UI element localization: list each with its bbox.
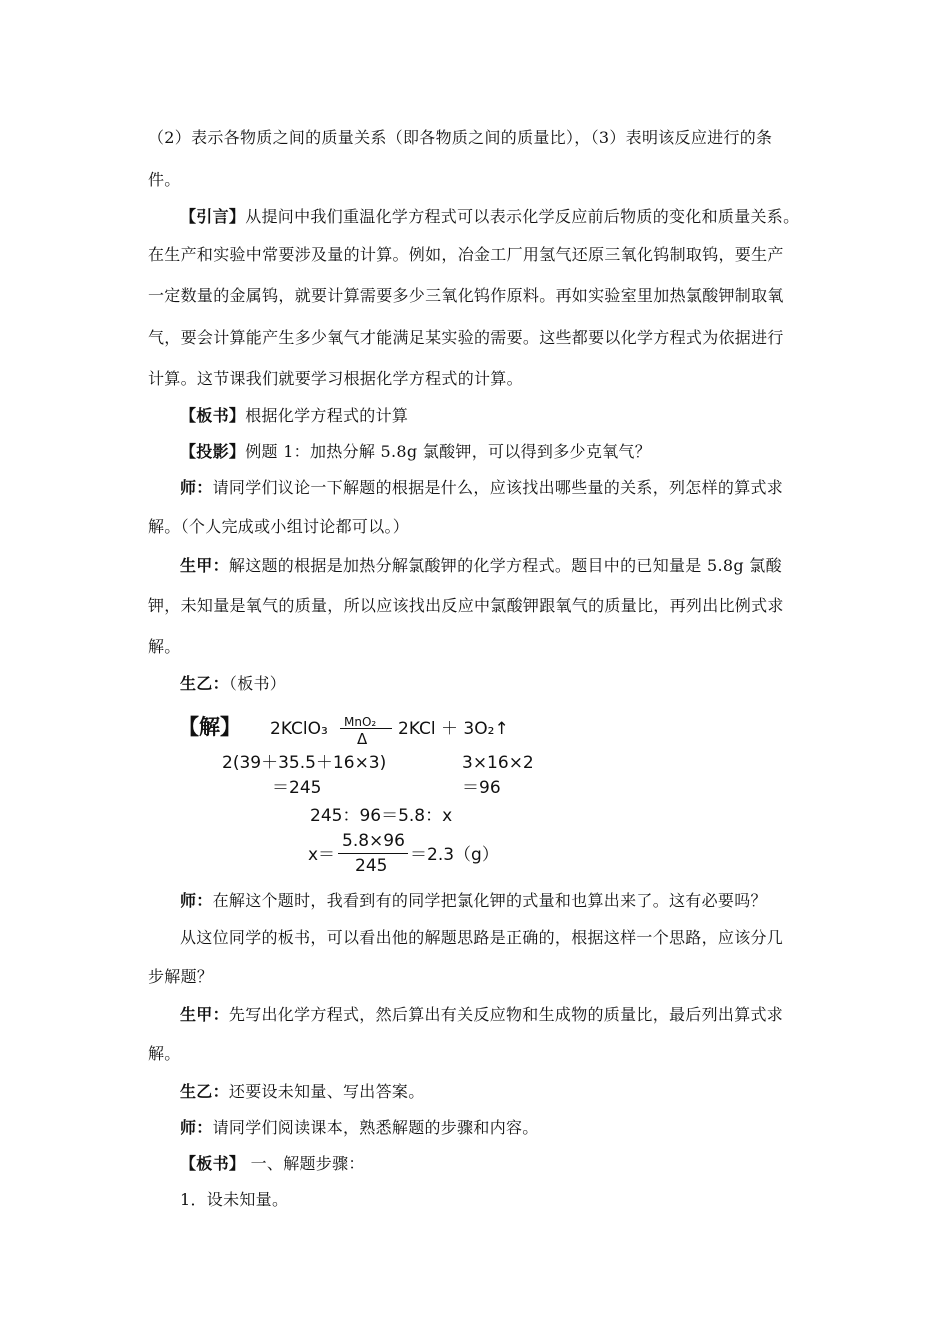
step-item: 1．设未知量。 — [180, 1190, 289, 1209]
paragraph-intro — [180, 206, 799, 228]
paragraph-line: 从这位同学的板书，可以看出他的解题思路是正确的，根据这样一个思路，应该分几 — [180, 928, 784, 947]
paragraph-text: 还要设未知量、写出答案。 — [228, 1082, 425, 1101]
paragraph-line: 解。（个人完成或小组讨论都可以。） — [148, 517, 410, 536]
paragraph-text: （板书） — [228, 674, 287, 693]
paragraph-line: 钾，未知量是氧气的质量，所以应该找出反应中氯酸钾跟氧气的质量比，再列出比例式求 — [148, 596, 784, 615]
paragraph-text: 一、解题步骤： — [245, 1154, 365, 1173]
paragraph-line: （2）表示各物质之间的质量关系（即各物质之间的质量比），（3）表明该反应进行的条 — [148, 128, 773, 147]
speaker-tag: 生乙： — [180, 1082, 229, 1101]
equation-products: 2KCl ＋ 3O₂↑ — [398, 719, 509, 739]
board-note — [180, 1153, 365, 1175]
teacher-line — [180, 477, 783, 499]
proportion-equation: 245：96＝5.8：x — [310, 806, 453, 826]
paragraph-text: 在解这个题时，我看到有的同学把氯化钾的式量和也算出来了。这有必要吗？ — [212, 891, 767, 910]
projection-note — [180, 441, 651, 463]
board-note — [180, 405, 408, 427]
speaker-tag: 生乙： — [180, 674, 229, 693]
teacher-line — [180, 1117, 539, 1139]
paragraph-text: 从提问中我们重温化学方程式可以表示化学反应前后物质的变化和质量关系。 — [245, 207, 800, 226]
speaker-tag: 师： — [180, 1118, 213, 1137]
paragraph-text: 请同学们阅读课本，熟悉解题的步骤和内容。 — [212, 1118, 539, 1137]
teacher-line — [180, 890, 767, 912]
student-a-line — [180, 555, 782, 577]
equation-reactant: 2KClO₃ — [270, 719, 328, 739]
section-tag: 【投影】 — [180, 442, 246, 461]
fraction-bar — [338, 853, 408, 854]
fraction-denominator: 245 — [355, 856, 388, 876]
equation-catalyst: MnO₂ — [344, 715, 377, 729]
solution-tag: 【解】 — [178, 715, 241, 739]
paragraph-text: 例题 1：加热分解 5.8g 氯酸钾，可以得到多少克氧气？ — [245, 442, 652, 461]
paragraph-line: 气，要会计算能产生多少氧气才能满足某实验的需要。这些都要以化学方程式为依据进行 — [148, 328, 784, 347]
paragraph-line: 计算。这节课我们就要学习根据化学方程式的计算。 — [148, 369, 523, 388]
section-tag: 【板书】 — [180, 406, 246, 425]
paragraph-line: 一定数量的金属钨，就要计算需要多少三氧化钨作原料。再如实验室里加热氯酸钾制取氧 — [148, 286, 784, 305]
equation-condition: Δ — [357, 730, 368, 748]
section-tag: 【引言】 — [180, 207, 246, 226]
student-b-line — [180, 673, 286, 695]
speaker-tag: 师： — [180, 478, 213, 497]
paragraph-line: 件。 — [148, 170, 181, 189]
mass-right-result: ＝96 — [462, 778, 501, 798]
student-a-line — [180, 1004, 783, 1026]
speaker-tag: 生甲： — [180, 556, 229, 575]
paragraph-line: 解。 — [148, 1044, 181, 1063]
speaker-tag: 师： — [180, 891, 213, 910]
result-value: ＝2.3（g） — [410, 845, 499, 865]
paragraph-line: 解。 — [148, 637, 181, 656]
x-equals: x＝ — [308, 845, 336, 865]
student-b-line — [180, 1081, 425, 1103]
paragraph-text: 解这题的根据是加热分解氯酸钾的化学方程式。题目中的已知量是 5.8g 氯酸 — [228, 556, 782, 575]
speaker-tag: 生甲： — [180, 1005, 229, 1024]
mass-left-result: ＝245 — [272, 778, 322, 798]
mass-right-expression: 3×16×2 — [462, 753, 534, 773]
paragraph-line: 步解题？ — [148, 967, 214, 986]
mass-left-expression: 2(39＋35.5＋16×3) — [222, 753, 387, 773]
paragraph-text: 根据化学方程式的计算 — [245, 406, 409, 425]
paragraph-line: 在生产和实验中常要涉及量的计算。例如，冶金工厂用氢气还原三氧化钨制取钨，要生产 — [148, 245, 784, 264]
section-tag: 【板书】 — [180, 1154, 246, 1173]
paragraph-text: 先写出化学方程式，然后算出有关反应物和生成物的质量比，最后列出算式求 — [228, 1005, 784, 1024]
paragraph-text: 请同学们议论一下解题的根据是什么，应该找出哪些量的关系，列怎样的算式求 — [212, 478, 784, 497]
fraction-numerator: 5.8×96 — [342, 831, 405, 851]
